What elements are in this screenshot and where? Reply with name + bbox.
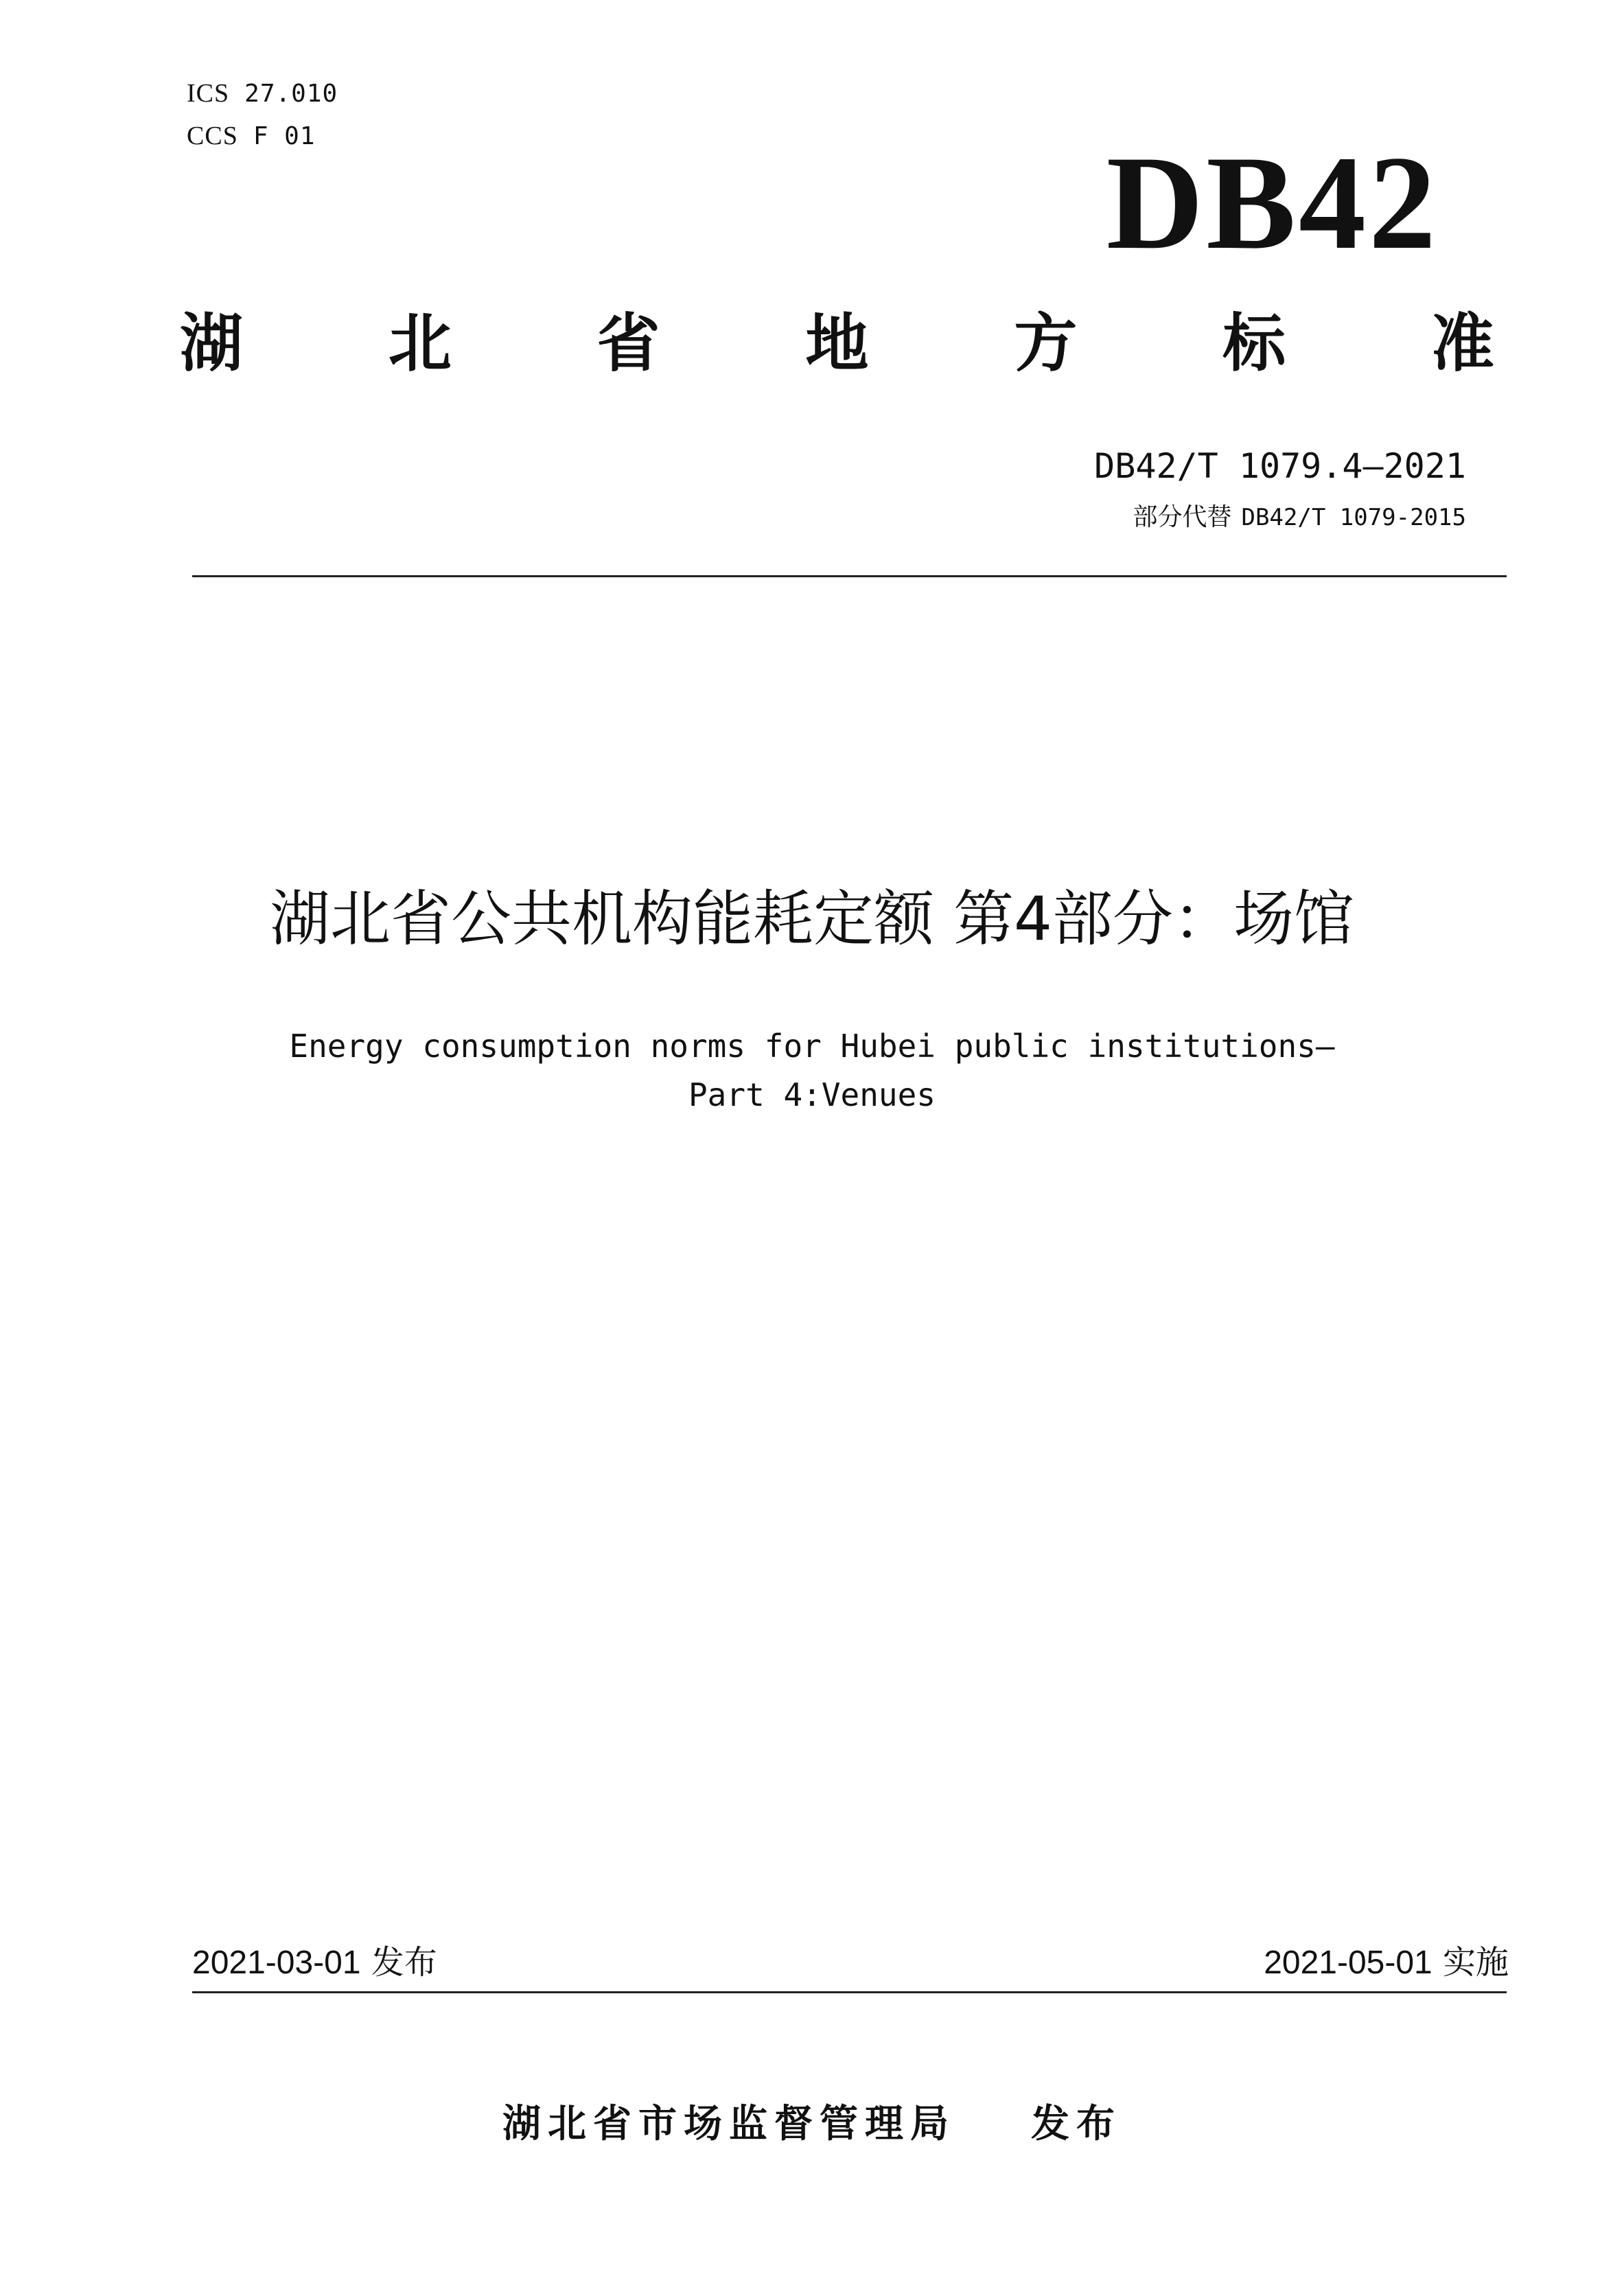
issue-date-label: 发布 xyxy=(371,1943,437,1982)
standard-type-char: 标 xyxy=(1222,307,1286,380)
standard-number: DB42/T 1079.4—2021 xyxy=(1094,446,1466,486)
replaces-code: DB42/T 1079-2015 xyxy=(1241,504,1466,531)
replaces-note xyxy=(1133,498,1466,533)
header-divider xyxy=(192,575,1507,577)
implementation-date-label: 实施 xyxy=(1442,1943,1509,1982)
publisher-name: 湖北省市场监督管理局 xyxy=(502,2102,955,2146)
standard-type-char: 准 xyxy=(1430,307,1494,380)
standard-type-char: 方 xyxy=(1014,307,1078,380)
ccs-label: CCS xyxy=(187,121,238,150)
issue-date-value: 2021-03-01 xyxy=(192,1945,361,1981)
standard-type-char: 地 xyxy=(805,307,869,380)
publisher-line xyxy=(0,2094,1624,2148)
db42-logo: DB42 xyxy=(1106,128,1439,277)
ics-classification xyxy=(187,78,338,108)
document-title-english-line1: Energy consumption norms for Hubei public institutions— xyxy=(289,1028,1335,1065)
replaces-label: 部分代替 xyxy=(1133,503,1232,531)
document-title-english-line2: Part 4:Venues xyxy=(688,1076,936,1113)
standard-type-heading xyxy=(180,307,1494,380)
standard-type-char: 省 xyxy=(596,307,660,380)
implementation-date-value: 2021-05-01 xyxy=(1264,1945,1432,1981)
ics-label: ICS xyxy=(187,79,230,108)
issue-date xyxy=(192,1936,437,1983)
ccs-classification xyxy=(187,121,316,151)
publisher-action: 发布 xyxy=(1031,2102,1122,2146)
ics-code: 27.010 xyxy=(244,80,338,108)
standard-type-char: 湖 xyxy=(180,307,244,380)
implementation-date xyxy=(1264,1936,1509,1983)
document-title-chinese: 湖北省公共机构能耗定额 第4部分：场馆 xyxy=(270,883,1354,954)
ccs-code: F 01 xyxy=(253,122,316,150)
footer-divider xyxy=(192,1991,1507,1993)
standard-type-char: 北 xyxy=(388,307,452,380)
